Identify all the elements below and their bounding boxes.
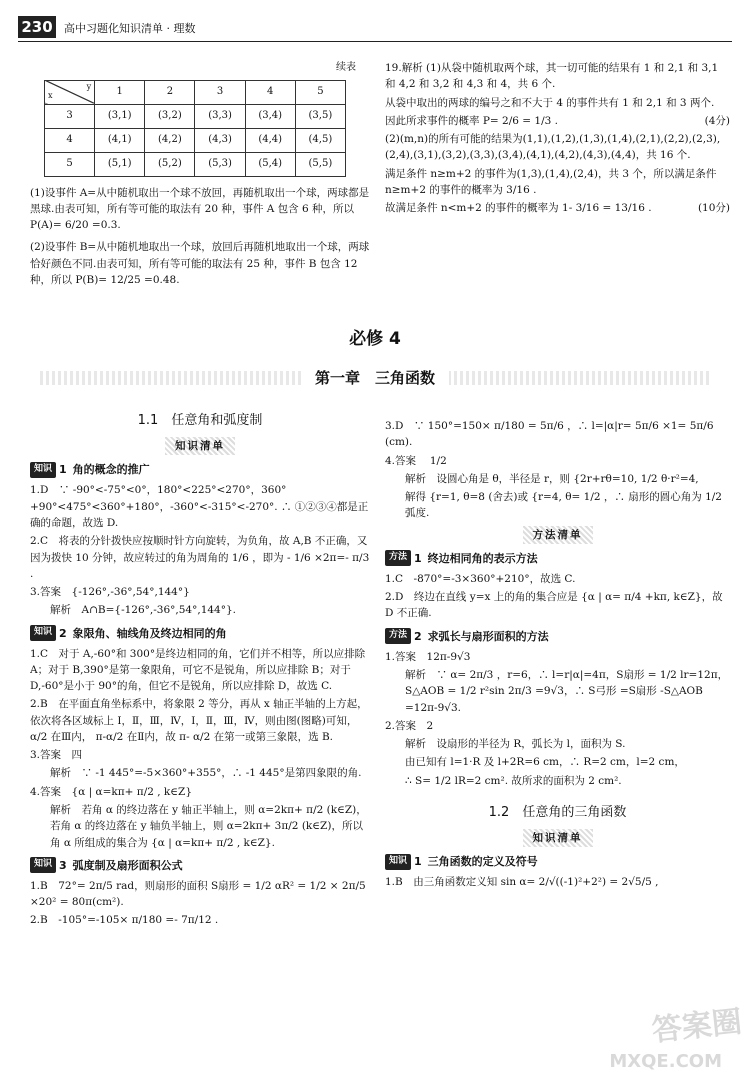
left-column	[30, 405, 370, 1045]
answer-line: 2.D 终边在直线 y=x 上的角的集合应是 {α | α= π/4 +kπ, k∈Z}，故 D 不正确.	[385, 591, 723, 620]
answer-line: 解析 设圆心角是 θ，半径是 r，则 {2r+rθ=10, 1/2 θ·r²=4,	[405, 472, 699, 485]
table-cell: (4,2)	[145, 128, 195, 152]
tag-title: 角的概念的推广	[72, 463, 150, 477]
tag-title: 三角函数的定义及符号	[427, 855, 538, 869]
col-header: 5	[295, 80, 345, 104]
answer-line: 解析 ∵ -1 445°=-5×360°+355°，∴ -1 445°是第四象限的角.	[50, 767, 362, 780]
score-4: (4分)	[704, 114, 730, 127]
table-cell: (3,4)	[245, 104, 295, 128]
module-title: 必修 4	[349, 329, 401, 349]
chapter-title: 第一章 三角函数	[301, 365, 449, 391]
answer-line: 1.B 由三角函数定义知 sin α= 2/√((-1)²+2²) = 2√5/5 ,	[385, 876, 659, 889]
q19-line: 满足条件 n≥m+2 的事件为(1,3),(1,4),(2,4)，共 3 个，所以满足条件 n≥m+2 的事件的概率为 3/16 .	[385, 167, 717, 196]
col-header: 2	[145, 80, 195, 104]
knowledge-tag	[30, 857, 370, 874]
answer-line: 1.C -870°=-3×360°+210°，故选 C.	[385, 572, 576, 585]
method-tag	[385, 628, 730, 645]
col-header: 1	[95, 80, 145, 104]
score-10: (10分)	[697, 202, 730, 215]
page-number: 230	[18, 16, 56, 38]
section-title: 1.1 任意角和弧度制	[137, 413, 263, 428]
corner-x: x	[48, 91, 53, 101]
answer-line: 3.D ∵ 150°=150× π/180 = 5π/6 ，∴ l=|α|r= 5π/6 ×1= 5π/6 (cm).	[385, 420, 714, 449]
section-title: 1.2 任意角的三角函数	[488, 804, 627, 820]
table-row	[45, 152, 346, 176]
solution-para: (1)设事件 A=从中随机取出一个球不放回，再随机取出一个球，两球都是黑球.由表可知，所有等可能的取法有 20 种，事件 A 包含 6 种，所以 P(A)= 6/20 =0.3.	[30, 186, 370, 232]
outcome-table	[44, 80, 346, 177]
knowledge-bar	[30, 437, 370, 455]
answer-line: 解析 设扇形的半径为 R，弧长为 l，面积为 S.	[405, 738, 626, 751]
answer-line: 解得 {r=1, θ=8 (舍去)或 {r=4, θ= 1/2 ，∴ 扇形的圆心角为 1/2 弧度.	[405, 491, 722, 520]
answer-line: 解析 若角 α 的终边落在 y 轴正半轴上，则 α=2kπ+ π/2 (k∈Z)，若角 α 的终边落在 y 轴负半轴上，则 α=2kπ+ 3π/2 (k∈Z)，所以角 α 所组成的集合为 {α | α=kπ+ π/2 , k∈Z}.	[50, 804, 367, 849]
book-title: 高中习题化知识清单 · 理数	[64, 22, 196, 35]
tag-label: 知识	[385, 854, 411, 870]
answer-line: 4.答案 1/2	[385, 454, 447, 467]
continued-label: 续表	[336, 62, 356, 73]
q19-scored-line	[385, 200, 730, 216]
table-cell: (4,3)	[195, 128, 245, 152]
knowledge-tag	[30, 461, 370, 478]
col-header: 3	[195, 80, 245, 104]
table-cell: (3,1)	[95, 104, 145, 128]
right-column	[385, 418, 730, 1043]
tag-number: 3	[59, 858, 67, 872]
knowledge-tag	[30, 625, 370, 642]
answer-line: 1.D ∵ -90°<-75°<0°，180°<225°<270°，360°+90°<475°<360°+180°，-360°<-315°<-270°. ∴ ①②③④都是正确的命题，故选 D.	[30, 484, 369, 529]
table-cell: (5,2)	[145, 152, 195, 176]
answer-line: 解析 A∩B={-126°,-36°,54°,144°}.	[50, 604, 237, 617]
tag-label: 方法	[385, 628, 411, 644]
bar-label: 知识清单	[523, 829, 593, 847]
tag-number: 2	[59, 626, 67, 640]
table-cell: (4,5)	[295, 128, 345, 152]
table-cell: (4,1)	[95, 128, 145, 152]
table-cell: (3,5)	[295, 104, 345, 128]
tag-title: 象限角、轴线角及终边相同的角	[72, 626, 227, 640]
tag-label: 知识	[30, 462, 56, 478]
answer-line: 3.答案 {-126°,-36°,54°,144°}	[30, 586, 190, 599]
answer-line: 1.答案 12π-9√3	[385, 650, 471, 663]
answer-line: 解析 ∵ α= 2π/3 ，r=6，∴ l=r|α|=4π，S扇形 = 1/2 lr=12π，S△AOB = 1/2 r²sin 2π/3 =9√3，∴ S弓形 =S扇形 -S△AOB =12π-9√3.	[405, 669, 729, 714]
method-bar	[385, 526, 730, 544]
q19-line: 故满足条件 n<m+2 的事件的概率为 1- 3/16 = 13/16 .	[385, 202, 652, 215]
table-corner	[45, 80, 95, 104]
table-cell: (5,1)	[95, 152, 145, 176]
row-header: 4	[45, 128, 95, 152]
table-cell: (5,5)	[295, 152, 345, 176]
answer-line: 1.B 72°= 2π/5 rad，则扇形的面积 S扇形 = 1/2 αR² = 1/2 × 2π/5 ×20² = 80π(cm²).	[30, 879, 366, 909]
table-cell: (5,3)	[195, 152, 245, 176]
q19-line: 从袋中取出的两球的编号之和不大于 4 的事件共有 1 和 2,1 和 3 两个.	[385, 96, 715, 109]
tag-label: 知识	[30, 625, 56, 641]
table-cell: (3,3)	[195, 104, 245, 128]
q19-scored-line	[385, 113, 730, 129]
answer-line: 由已知有 l=1·R 及 l+2R=6 cm，∴ R=2 cm，l=2 cm，	[405, 756, 685, 769]
answer-line: 2.B 在平面直角坐标系中，将象限 2 等分，再从 x 轴正半轴的上方起，依次将各区域标上 Ⅰ，Ⅱ，Ⅲ，Ⅳ，Ⅰ，Ⅱ，Ⅲ，Ⅳ，则由图(图略)可知， α/2 在Ⅲ内， π-α/2 在Ⅱ内，故 π- α/2 在第一或第三象限，选 B.	[30, 698, 368, 743]
corner-y: y	[86, 81, 92, 91]
watermark-logo: 答案圈	[650, 1003, 744, 1049]
tag-label: 方法	[385, 550, 411, 566]
tag-number: 1	[414, 855, 422, 869]
tag-number: 1	[414, 551, 422, 565]
tag-title: 求弧长与扇形面积的方法	[427, 629, 549, 643]
q19-line: (2)(m,n)的所有可能的结果为(1,1),(1,2),(1,3),(1,4),(2,1),(2,2),(2,3),(2,4),(3,1),(3,2),(3,3),(3,4),(4,1),(4,2),(4,3),(4,4)，共 16 个.	[385, 133, 721, 162]
table-row	[45, 80, 346, 104]
tag-title: 终边相同角的表示方法	[427, 551, 538, 565]
answer-line: 2.B -105°=-105× π/180 =- 7π/12 .	[30, 914, 219, 927]
tag-number: 2	[414, 629, 422, 643]
tag-title: 弧度制及扇形面积公式	[72, 858, 183, 872]
answer-line: ∴ S= 1/2 lR=2 cm². 故所求的面积为 2 cm².	[405, 774, 622, 787]
answer-line: 3.答案 四	[30, 749, 83, 762]
q19-line: 19.解析 (1)从袋中随机取两个球，其一切可能的结果有 1 和 2,1 和 3,1 和 4,2 和 3,2 和 4,3 和 4，共 6 个.	[385, 62, 719, 91]
top-left-block	[30, 60, 370, 310]
table-cell: (4,4)	[245, 128, 295, 152]
knowledge-tag	[385, 853, 730, 870]
bar-label: 方法清单	[523, 526, 593, 544]
answer-line: 4.答案 {α | α=kπ+ π/2 , k∈Z}	[30, 785, 193, 798]
col-header: 4	[245, 80, 295, 104]
table-row	[45, 104, 346, 128]
bar-label: 知识清单	[165, 437, 235, 455]
q19-line: 因此所求事件的概率 P= 2/6 = 1/3 .	[385, 114, 558, 127]
tag-number: 1	[59, 463, 67, 477]
solution-para: (2)设事件 B=从中随机地取出一个球，放回后再随机地取出一个球，两球恰好颜色不同.由表可知，所有等可能的取法有 25 种，事件 B 包含 12 种，所以 P(B)= 12/25 =0.48.	[30, 241, 370, 286]
watermark-url: MXQE.COM	[609, 1051, 722, 1073]
answer-line: 1.C 对于 A,-60°和 300°是终边相同的角，它们并不相等，所以应排除 A；对于 B,390°是第一象限角，可它不是锐角，所以应排除 B；对于 D,-60°是小于 90°的角，但它不是锐角，所以应排除 D，故选 C.	[30, 647, 366, 693]
knowledge-bar	[385, 829, 730, 847]
method-tag	[385, 550, 730, 567]
chapter-banner	[0, 365, 750, 391]
top-right-block	[385, 60, 730, 310]
tag-label: 知识	[30, 857, 56, 873]
table-cell: (3,2)	[145, 104, 195, 128]
answer-line: 2.C 将表的分针拨快应按顺时针方向旋转，为负角，故 A,B 不正确，又因为拨快 10 分钟，故应转过的角为周角的 1/6 ，即为 - 1/6 ×2π=- π/3 .	[30, 535, 370, 580]
page-header	[18, 14, 732, 42]
row-header: 3	[45, 104, 95, 128]
table-row	[45, 128, 346, 152]
row-header: 5	[45, 152, 95, 176]
table-cell: (5,4)	[245, 152, 295, 176]
answer-line: 2.答案 2	[385, 719, 434, 732]
